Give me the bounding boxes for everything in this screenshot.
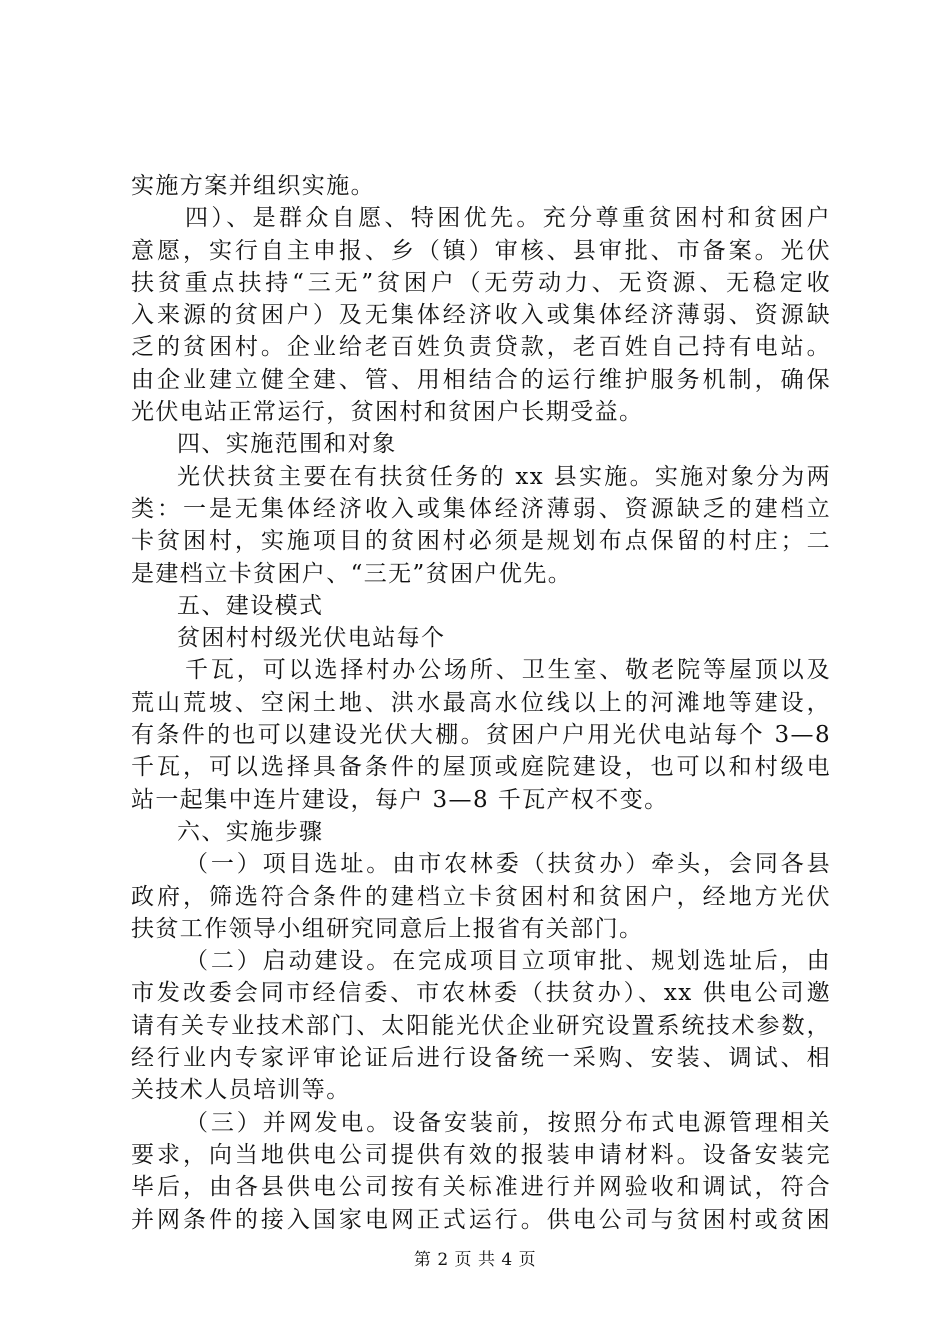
text-line: 站一起集中连片建设，每户 3—8 千瓦产权不变。	[131, 786, 669, 813]
text-line: 扶贫重点扶持“三无”贫困户（无劳动力、无资源、无稳定收	[131, 269, 831, 296]
section-heading: 六、实施步骤	[177, 818, 324, 845]
text-line: 乏的贫困村。企业给老百姓负责贷款，老百姓自己持有电站。	[131, 334, 831, 361]
text-line: 光伏电站正常运行，贫困村和贫困户长期受益。	[131, 399, 644, 426]
text-line: 荒山荒坡、空闲土地、洪水最高水位线以上的河滩地等建设，	[131, 689, 831, 716]
text-line: 并网条件的接入国家电网正式运行。供电公司与贫困村或贫困	[131, 1206, 831, 1233]
text-line: 要求，向当地供电公司提供有效的报装申请材料。设备安装完	[131, 1141, 831, 1168]
text-line: （二）启动建设。在完成项目立项审批、规划选址后，由	[185, 948, 831, 975]
page-number-footer: 第 2 页 共 4 页	[413, 1250, 537, 1270]
text-line: 由企业建立健全建、管、用相结合的运行维护服务机制，确保	[131, 366, 831, 393]
text-line: 贫困村村级光伏电站每个	[177, 625, 446, 652]
text-line: 请有关专业技术部门、太阳能光伏企业研究设置系统技术参数，	[131, 1012, 831, 1039]
text-line: 是建档立卡贫困户、“三无”贫困户优先。	[131, 560, 573, 587]
text-line: 市发改委会同市经信委、市农林委（扶贫办）、xx 供电公司邀	[131, 980, 831, 1007]
text-line: 政府，筛选符合条件的建档立卡贫困村和贫困户，经地方光伏	[131, 883, 831, 910]
text-line: 光伏扶贫主要在有扶贫任务的 xx 县实施。实施对象分为两	[177, 463, 831, 490]
text-line: （三）并网发电。设备安装前，按照分布式电源管理相关	[185, 1109, 831, 1136]
text-line: 经行业内专家评审论证后进行设备统一采购、安装、调试、相	[131, 1045, 831, 1072]
text-line: 意愿，实行自主申报、乡（镇）审核、县审批、市备案。光伏	[131, 237, 831, 264]
text-line: 有条件的也可以建设光伏大棚。贫困户户用光伏电站每个 3—8	[131, 722, 831, 749]
text-line: 千瓦，可以选择村办公场所、卫生室、敬老院等屋顶以及	[185, 657, 831, 684]
text-line: 卡贫困村，实施项目的贫困村必须是规划布点保留的村庄；二	[131, 528, 831, 555]
text-line: 扶贫工作领导小组研究同意后上报省有关部门。	[131, 915, 644, 942]
text-line: 入来源的贫困户）及无集体经济收入或集体经济薄弱、资源缺	[131, 302, 831, 329]
text-line: 关技术人员培训等。	[131, 1077, 351, 1104]
text-line: 千瓦，可以选择具备条件的屋顶或庭院建设，也可以和村级电	[131, 754, 831, 781]
text-line: 实施方案并组织实施。	[131, 173, 375, 199]
text-line: 毕后，由各县供电公司按有关标准进行并网验收和调试，符合	[131, 1174, 831, 1201]
section-heading: 五、建设模式	[177, 592, 324, 619]
section-heading: 四、实施范围和对象	[177, 431, 397, 458]
text-line: （一）项目选址。由市农林委（扶贫办）牵头，会同各县	[185, 851, 831, 878]
document-body	[131, 170, 831, 1236]
text-line: 四）、是群众自愿、特困优先。充分尊重贫困村和贫困户	[185, 205, 831, 232]
text-line: 类：一是无集体经济收入或集体经济薄弱、资源缺乏的建档立	[131, 495, 831, 522]
